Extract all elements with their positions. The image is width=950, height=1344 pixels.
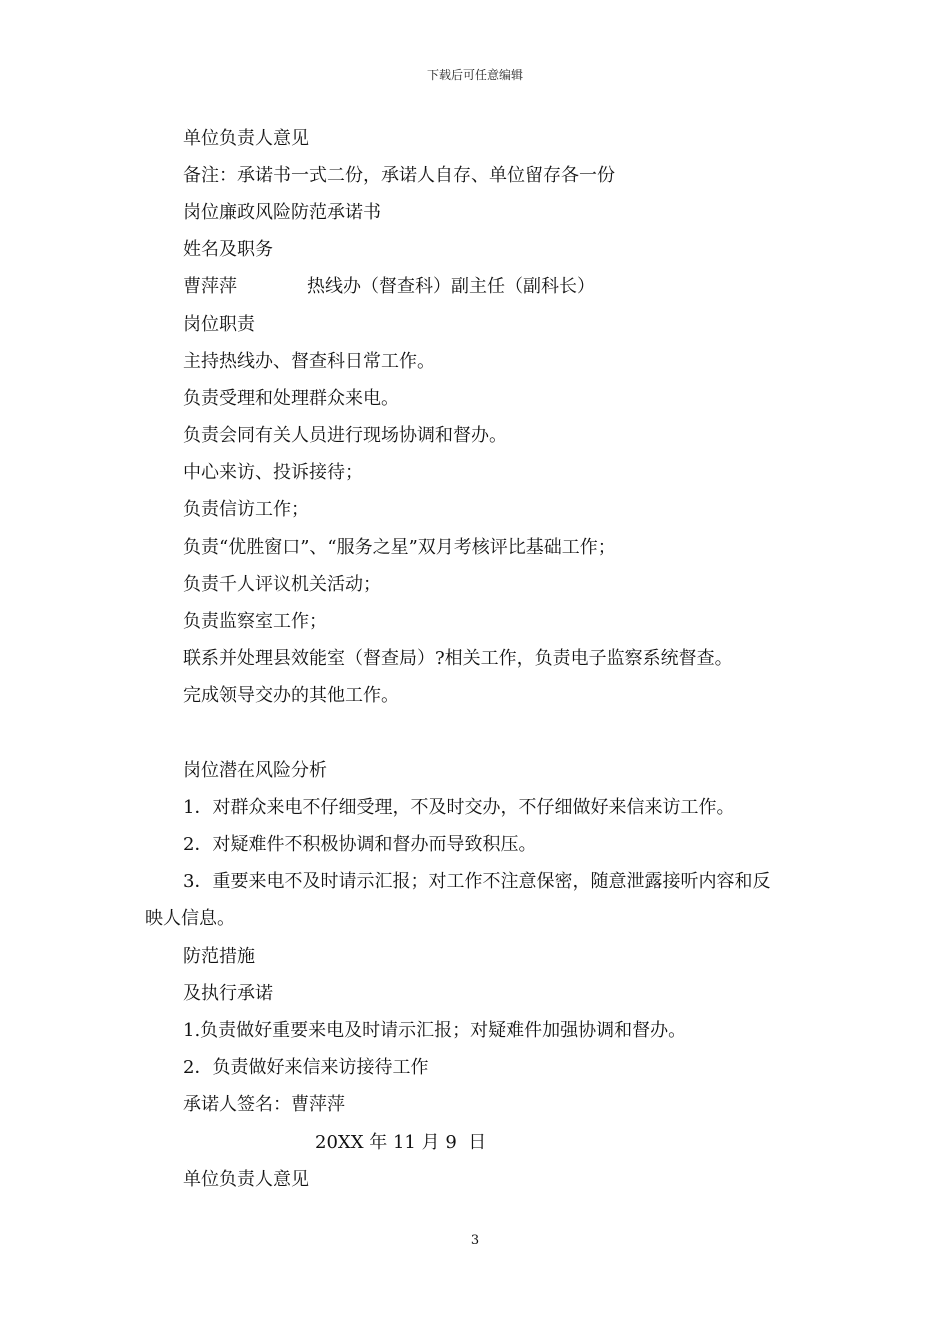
unit-opinion-footer: 单位负责人意见 bbox=[183, 1169, 309, 1190]
remark-line: 备注：承诺书一式二份，承诺人自存、单位留存各一份 bbox=[183, 165, 615, 186]
name-position-label: 姓名及职务 bbox=[183, 239, 273, 260]
document-title: 岗位廉政风险防范承诺书 bbox=[183, 202, 381, 223]
duty-item: 负责信访工作； bbox=[183, 499, 309, 520]
duty-item: 联系并处理县效能室（督查局）?相关工作，负责电子监察系统督查。 bbox=[183, 648, 733, 669]
duty-item: 负责受理和处理群众来电。 bbox=[183, 388, 399, 409]
duties-label: 岗位职责 bbox=[183, 314, 255, 335]
risk-item: 3．重要来电不及时请示汇报；对工作不注意保密，随意泄露接听内容和反 bbox=[183, 871, 771, 892]
person-position: 热线办（督查科）副主任（副科长） bbox=[307, 276, 595, 297]
signature-line: 承诺人签名：曹萍萍 bbox=[183, 1094, 345, 1115]
duty-item: 主持热线办、督查科日常工作。 bbox=[183, 351, 435, 372]
commitment-item: 1.负责做好重要来电及时请示汇报；对疑难件加强协调和督办。 bbox=[183, 1020, 687, 1041]
risk-item-continuation: 映人信息。 bbox=[145, 908, 235, 929]
duty-item: 负责监察室工作； bbox=[183, 611, 327, 632]
risk-item: 1．对群众来电不仔细受理，不及时交办，不仔细做好来信来访工作。 bbox=[183, 797, 735, 818]
risk-label: 岗位潜在风险分析 bbox=[183, 760, 327, 781]
person-name: 曹萍萍 bbox=[183, 276, 237, 297]
unit-opinion-heading: 单位负责人意见 bbox=[183, 128, 309, 149]
duty-item: 完成领导交办的其他工作。 bbox=[183, 685, 399, 706]
commitment-label: 及执行承诺 bbox=[183, 983, 273, 1004]
header-note: 下载后可任意编辑 bbox=[426, 68, 523, 82]
duty-item: 负责“优胜窗口”、“服务之星”双月考核评比基础工作； bbox=[183, 537, 616, 558]
commitment-item: 2．负责做好来信来访接待工作 bbox=[183, 1057, 429, 1078]
duty-item: 中心来访、投诉接待； bbox=[183, 462, 363, 483]
page-number: 3 bbox=[470, 1233, 480, 1248]
measures-label: 防范措施 bbox=[183, 946, 255, 967]
risk-item: 2．对疑难件不积极协调和督办而导致积压。 bbox=[183, 834, 537, 855]
duty-item: 负责会同有关人员进行现场协调和督办。 bbox=[183, 425, 507, 446]
date-line: 20XX 年 11 月 9 日 bbox=[315, 1132, 487, 1153]
duty-item: 负责千人评议机关活动； bbox=[183, 574, 381, 595]
